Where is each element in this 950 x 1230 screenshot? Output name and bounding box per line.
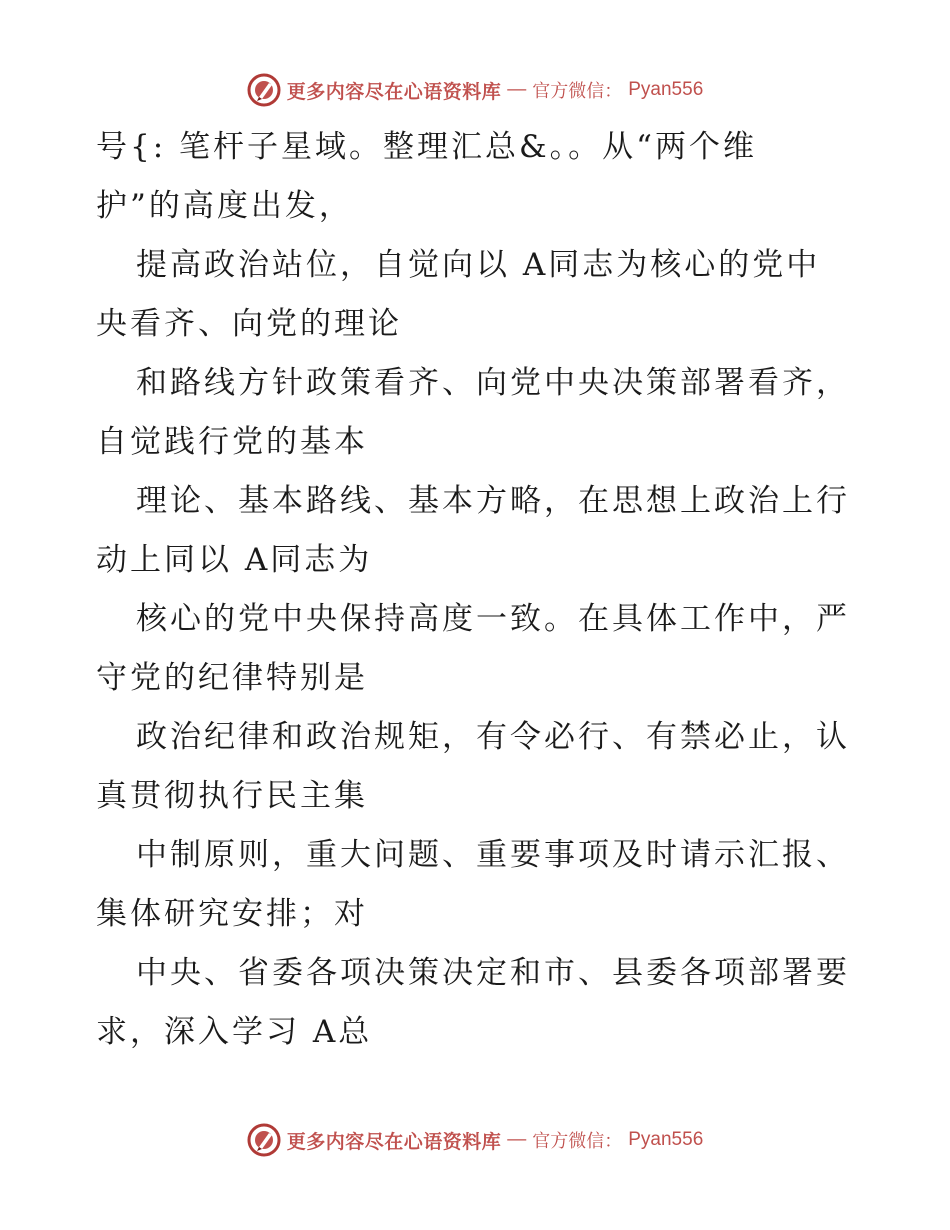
text-line: 中制原则，重大问题、重要事项及时请示汇报、 — [136, 837, 850, 873]
watermark-main-text: 更多内容尽在心语资料库 — [286, 80, 502, 103]
text-line: 护”的高度出发， — [96, 188, 353, 224]
pen-logo-icon — [247, 1123, 281, 1157]
text-line: 自觉践行党的基本 — [96, 424, 368, 460]
watermark-separator: — — [507, 1129, 527, 1150]
watermark-wechat-label: 官方微信： — [532, 1131, 623, 1152]
text-line: 核心的党中央保持高度一致。在具体工作中，严 — [136, 601, 850, 637]
watermark-group — [247, 1123, 704, 1157]
text-line: 求，深入学习 A总 — [96, 1014, 373, 1050]
footer-watermark — [0, 1120, 950, 1160]
text-line: 和路线方针政策看齐、向党中央决策部署看齐， — [136, 365, 850, 401]
text-line: 政治纪律和政治规矩，有令必行、有禁必止，认 — [136, 719, 850, 755]
text-line: 理论、基本路线、基本方略，在思想上政治上行 — [136, 483, 850, 519]
text-line: 守党的纪律特别是 — [96, 660, 368, 696]
watermark-wechat-label: 官方微信： — [532, 81, 623, 102]
watermark-group — [247, 73, 704, 107]
text-line: 集体研究安排；对 — [96, 896, 368, 932]
document-body — [96, 118, 876, 1062]
watermark-separator: — — [507, 79, 527, 100]
text-line: 央看齐、向党的理论 — [96, 306, 402, 342]
text-line: 动上同以 A同志为 — [96, 542, 373, 578]
watermark-wechat-id: Pyan556 — [628, 79, 704, 100]
text-line: 中央、省委各项决策决定和市、县委各项部署要 — [136, 955, 850, 991]
watermark-main-text: 更多内容尽在心语资料库 — [286, 1130, 502, 1153]
text-line: 真贯彻执行民主集 — [96, 778, 368, 814]
header-watermark — [0, 70, 950, 110]
text-line: 提高政治站位，自觉向以 A同志为核心的党中 — [136, 247, 821, 283]
watermark-wechat-id: Pyan556 — [628, 1129, 704, 1150]
text-line: 号{: 笔杆子星域。整理汇总&。。从“两个维 — [96, 129, 757, 165]
pen-logo-icon — [247, 73, 281, 107]
